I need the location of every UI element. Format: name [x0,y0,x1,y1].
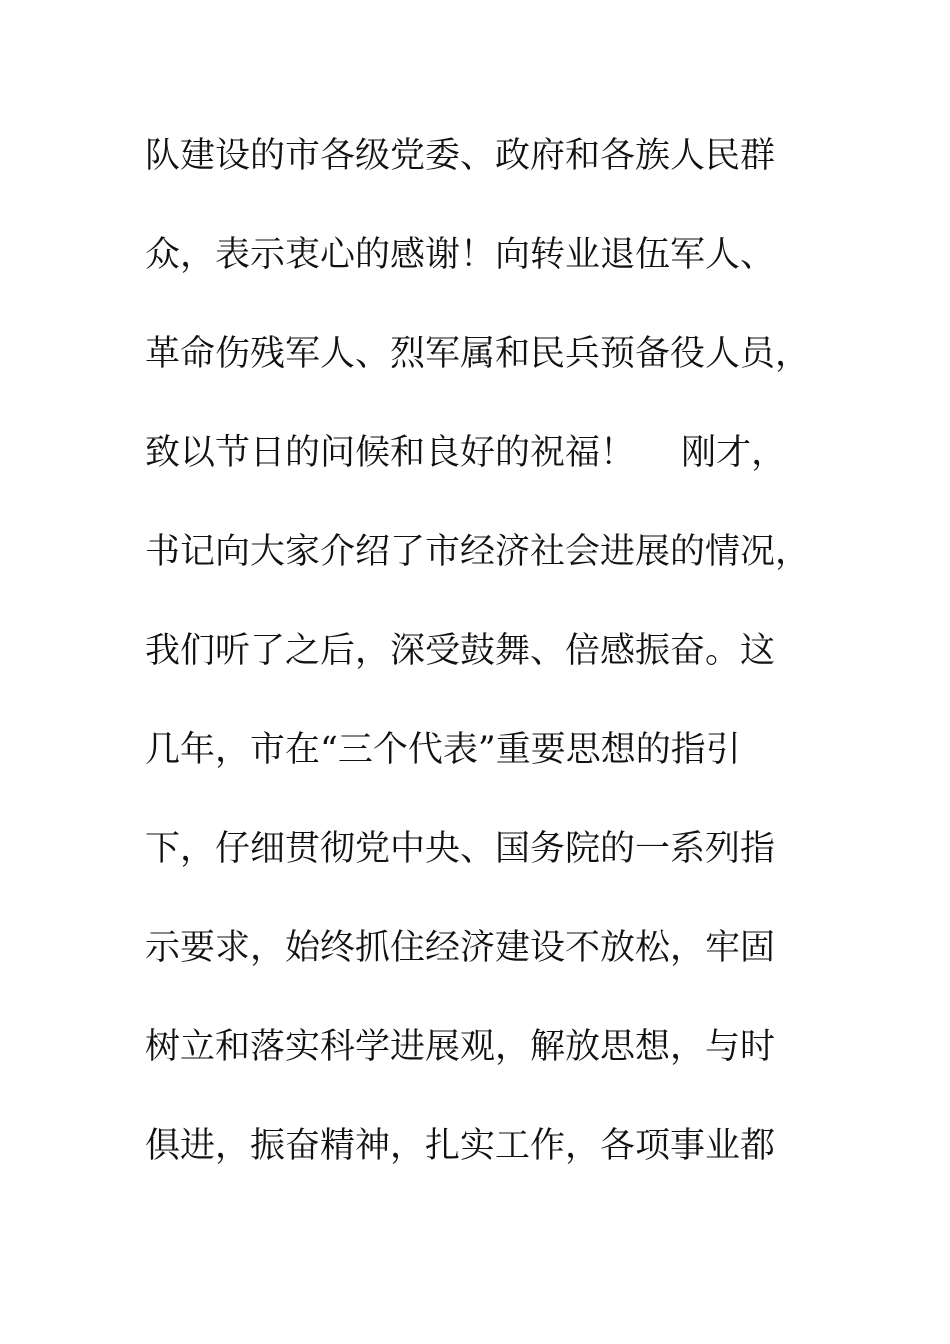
text-line: 几年，市在“三个代表”重要思想的指引 [145,730,741,770]
body-text [145,126,825,1215]
text-line: 革命伤残军人、烈军属和民兵预备役人员， [145,334,811,374]
text-line: 下，仔细贯彻党中央、国务院的一系列指 [145,829,776,869]
text-line: 书记向大家介绍了市经济社会进展的情况， [145,532,811,572]
text-line: 树立和落实科学进展观，解放思想，与时 [145,1027,776,1067]
text-line: 俱进，振奋精神，扎实工作，各项事业都 [145,1126,776,1166]
text-line: 队建设的市各级党委、政府和各族人民群 [145,136,776,176]
text-line: 众，表示衷心的感谢！向转业退伍军人、 [145,235,776,275]
text-line: 示要求，始终抓住经济建设不放松，牢固 [145,928,776,968]
text-line: 我们听了之后，深受鼓舞、倍感振奋。这 [145,631,776,671]
text-line: 致以节日的问候和良好的祝福！ 刚才， [145,433,787,473]
